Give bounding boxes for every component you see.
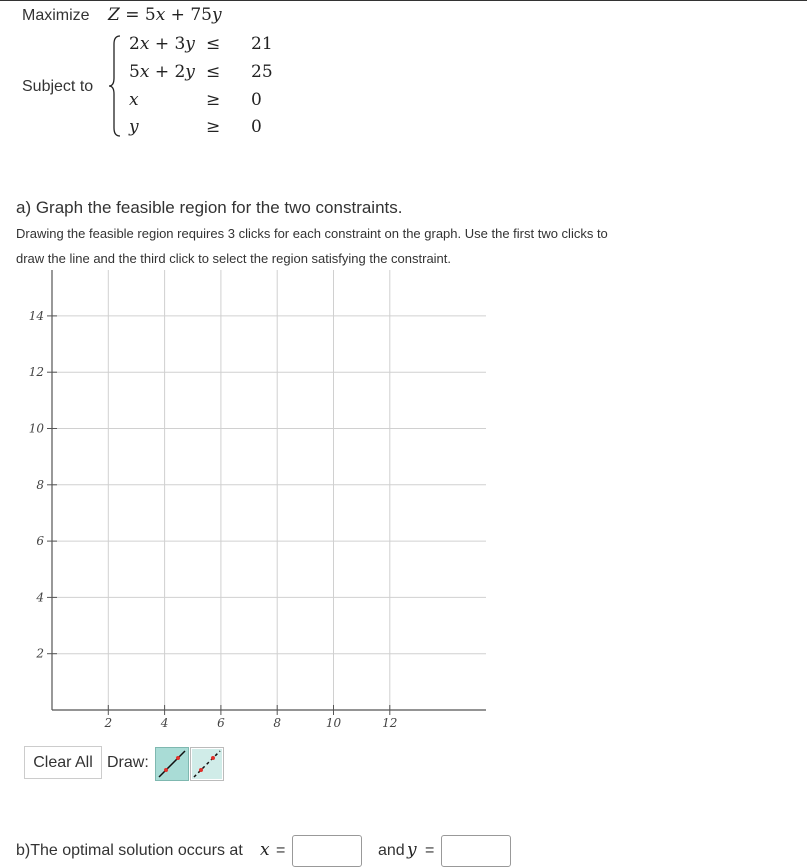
equals-sign: = (276, 842, 286, 859)
y-variable: y (407, 840, 417, 860)
solid-line-icon (156, 748, 188, 780)
constraint-lhs: 5x + 2y (129, 62, 195, 82)
y-tick-label: 6 (36, 534, 44, 549)
constraint-rhs: 21 (251, 34, 273, 54)
constraint-lhs: y (129, 117, 139, 137)
clear-all-button[interactable]: Clear All (24, 746, 102, 779)
x-tick-label: 10 (325, 716, 342, 730)
constraint-rhs: 0 (251, 117, 262, 137)
constraint-op: ≥ (206, 90, 221, 110)
x-answer-input[interactable] (292, 835, 362, 867)
x-tick-label: 12 (382, 716, 398, 730)
equals-sign: = (425, 842, 435, 859)
constraint-rhs: 0 (251, 90, 262, 110)
constraint-op: ≥ (206, 117, 221, 137)
y-tick-label: 14 (28, 308, 44, 323)
x-variable: x (260, 840, 270, 860)
constraint-op: ≤ (206, 62, 221, 82)
y-tick-label: 10 (28, 421, 44, 436)
constraint-op: ≤ (206, 34, 221, 54)
dashed-line-icon (191, 748, 223, 780)
y-tick-label: 2 (36, 646, 44, 661)
objective-function: Z = 5x + 75y (108, 5, 222, 25)
feasible-region-graph[interactable] (0, 270, 500, 740)
x-tick-label: 4 (160, 716, 169, 730)
constraint-lhs: x (129, 90, 139, 110)
y-tick-label: 4 (36, 590, 44, 605)
part-a-instructions-line1: Drawing the feasible region requires 3 clicks for each constraint on the graph. Use the first two clicks to (16, 226, 608, 241)
constraint-brace (108, 34, 122, 138)
constraint-rhs: 25 (251, 62, 273, 82)
part-a-title: a) Graph the feasible region for the two constraints. (16, 198, 403, 217)
y-tick-label: 12 (28, 365, 44, 380)
draw-label: Draw: (107, 754, 149, 771)
y-tick-label: 8 (36, 477, 44, 492)
top-rule (0, 0, 807, 1)
solid-line-tool[interactable] (155, 747, 189, 781)
subject-to-label: Subject to (22, 78, 94, 95)
part-a-instructions-line2: draw the line and the third click to select the region satisfying the constraint. (16, 251, 452, 266)
x-tick-label: 6 (217, 716, 225, 730)
y-answer-input[interactable] (441, 835, 511, 867)
maximize-label: Maximize (22, 7, 90, 24)
constraint-lhs: 2x + 3y (129, 34, 195, 54)
dashed-line-tool[interactable] (190, 747, 224, 781)
part-b-prompt: b)The optimal solution occurs at (16, 842, 243, 859)
and-label: and (378, 842, 405, 859)
x-tick-label: 2 (104, 716, 113, 730)
x-tick-label: 8 (273, 716, 282, 730)
